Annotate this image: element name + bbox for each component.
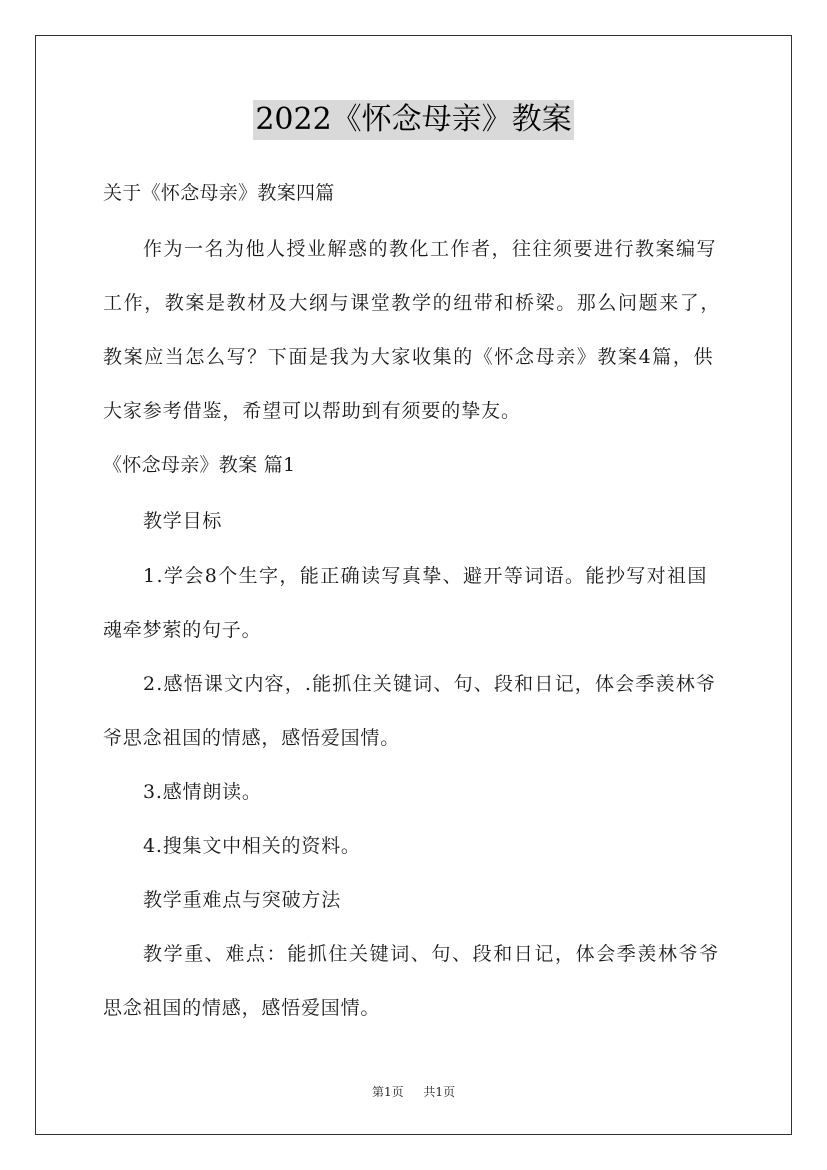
document-title: 2022《怀念母亲》教案 — [253, 100, 573, 140]
intro-line-2: 工作，教案是教材及大纲与课堂教学的纽带和桥梁。那么问题来了， — [103, 292, 722, 314]
title-wrap — [0, 100, 827, 140]
intro-line-1: 作为一名为他人授业解惑的教化工作者，往往须要进行教案编写 — [143, 238, 718, 260]
body-line: 3.感情朗读。 — [143, 781, 262, 803]
page-number-current: 第1页 — [372, 1085, 404, 1099]
body-line: 魂牵梦萦的句子。 — [103, 619, 262, 641]
body-line: 教学重、难点：能抓住关键词、句、段和日记，体会季羡林爷爷 — [143, 943, 720, 965]
body-line: 2.感悟课文内容，.能抓住关键词、句、段和日记，体会季羡林爷 — [143, 673, 717, 695]
body-line: 教学目标 — [143, 510, 223, 532]
body-line: 1.学会8个生字，能正确读写真挚、避开等词语。能抄写对祖国 — [143, 565, 708, 587]
page-footer — [0, 1084, 827, 1100]
body-line: 教学重难点与突破方法 — [143, 889, 342, 911]
body-line: 爷思念祖国的情感，感悟爱国情。 — [103, 727, 401, 749]
body-line: 思念祖国的情感，感悟爱国情。 — [103, 997, 381, 1019]
body-line: 4.搜集文中相关的资料。 — [143, 835, 361, 857]
page-number-total: 共1页 — [423, 1085, 455, 1099]
intro-line-4: 大家参考借鉴，希望可以帮助到有须要的挚友。 — [103, 400, 521, 422]
intro-line-3: 教案应当怎么写？下面是我为大家收集的《怀念母亲》教案4篇，供 — [103, 346, 715, 368]
section-heading: 《怀念母亲》教案 篇1 — [103, 454, 296, 476]
subtitle-line: 关于《怀念母亲》教案四篇 — [103, 182, 335, 204]
